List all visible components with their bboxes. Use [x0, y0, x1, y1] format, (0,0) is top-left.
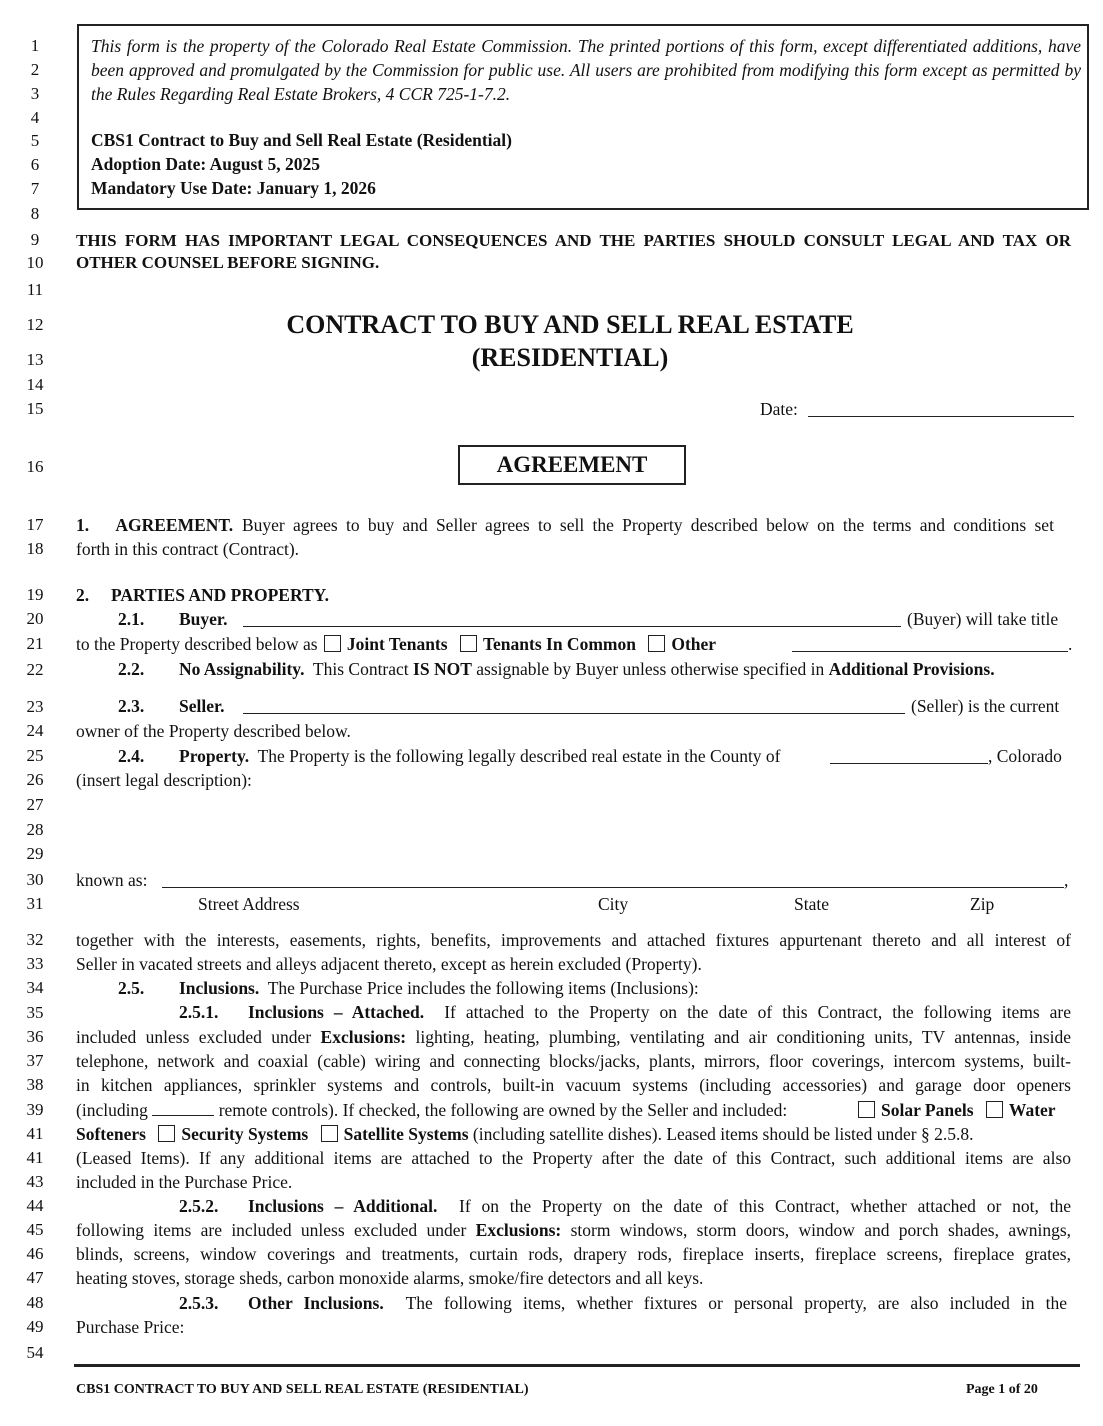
known-as-label: known as: — [76, 870, 148, 890]
s253-number: 2.5.3. — [179, 1293, 219, 1313]
s22-line — [179, 658, 995, 680]
footer-rule — [74, 1364, 1080, 1367]
s251-line-2 — [76, 1026, 1071, 1048]
line-number: 49 — [26, 1317, 44, 1336]
s25-text: The Purchase Price includes the following items (Inclusions): — [267, 978, 699, 998]
line-number: 10 — [26, 253, 44, 272]
tenants-in-common-checkbox[interactable] — [460, 635, 477, 652]
s251-heading: Inclusions – Attached. — [248, 1002, 425, 1022]
s22-is-not: IS NOT — [413, 659, 472, 679]
s21-line2-text: to the Property described below as — [76, 634, 318, 654]
buyer-name-field[interactable] — [243, 610, 901, 627]
s22-heading: No Assignability. — [179, 659, 305, 679]
line-number: 19 — [26, 585, 44, 604]
s252-l2a: following items are included unless excluded under — [76, 1220, 467, 1240]
line-number: 20 — [26, 609, 44, 628]
exclusions-label: Exclusions: — [475, 1220, 562, 1240]
period: . — [1068, 634, 1073, 654]
line-number: 9 — [30, 230, 40, 249]
line-number: 12 — [26, 315, 44, 334]
s251-line-6 — [76, 1123, 974, 1145]
s22-additional-provisions: Additional Provisions. — [828, 659, 995, 679]
together-line-1: together with the interests, easements, rights, benefits, improvements and attached fixtures appurtenant thereto and all interest of — [76, 930, 1071, 950]
satellite-systems-checkbox[interactable] — [321, 1125, 338, 1142]
line-number: 13 — [26, 350, 44, 369]
legal-warning-line-2: OTHER COUNSEL BEFORE SIGNING. — [76, 253, 380, 272]
footer-form-title: CBS1 CONTRACT TO BUY AND SELL REAL ESTATE (RESIDENTIAL) — [76, 1382, 529, 1397]
county-field[interactable] — [830, 747, 988, 764]
tenants-in-common-label: Tenants In Common — [482, 634, 636, 654]
line-number: 41 — [26, 1124, 44, 1143]
line-number: 43 — [26, 1172, 44, 1191]
s252-l2b: storm windows, storm doors, window and porch shades, awnings, — [570, 1220, 1072, 1240]
s25-heading: Inclusions. — [179, 978, 260, 998]
s252-l1: If on the Property on the date of this Contract, whether attached or not, the — [459, 1196, 1072, 1216]
line-number: 30 — [26, 870, 44, 889]
s21-number: 2.1. — [118, 609, 145, 629]
mandatory-use-date: Mandatory Use Date: January 1, 2026 — [91, 178, 376, 198]
solar-water-options — [856, 1099, 1056, 1121]
s251-l5a: (including — [76, 1100, 148, 1120]
line-number: 29 — [26, 844, 44, 863]
zip-label: Zip — [970, 894, 995, 914]
s24-text: The Property is the following legally described real estate in the County of — [257, 746, 781, 766]
page-subtitle: (RESIDENTIAL) — [471, 343, 669, 372]
s22-number: 2.2. — [118, 659, 145, 679]
line-number: 36 — [26, 1027, 44, 1046]
legal-warning-line-1: THIS FORM HAS IMPORTANT LEGAL CONSEQUENCES AND THE PARTIES SHOULD CONSULT LEGAL AND TAX OR — [76, 231, 1071, 250]
notice-line-2: been approved and promulgated by the Commission for public use. All users are prohibited from modifying this form except as permitted by — [91, 60, 1081, 80]
s252-number: 2.5.2. — [179, 1196, 219, 1216]
date-label: Date: — [760, 399, 798, 419]
agreement-heading: AGREEMENT — [458, 445, 686, 485]
line-number: 23 — [26, 697, 44, 716]
line-number: 11 — [26, 280, 44, 299]
line-number: 32 — [26, 930, 44, 949]
line-number: 7 — [30, 179, 40, 198]
satellite-systems-label: Satellite Systems — [343, 1124, 469, 1144]
section-1-line-2: forth in this contract (Contract). — [76, 539, 300, 559]
s251-l6b: (including satellite dishes). Leased items should be listed under § 2.5.8. — [472, 1124, 974, 1144]
water-softeners-checkbox[interactable] — [986, 1101, 1003, 1118]
line-number: 48 — [26, 1293, 44, 1312]
line-number: 18 — [26, 539, 44, 558]
s22-text-3: assignable by Buyer unless otherwise specified in — [476, 659, 825, 679]
s24-line-1 — [179, 745, 781, 767]
section-number: 2. — [76, 585, 90, 605]
section-number: 1. — [76, 515, 90, 535]
s23-line-2: owner of the Property described below. — [76, 721, 351, 741]
other-checkbox[interactable] — [648, 635, 665, 652]
s251-line-3: telephone, network and coaxial (cable) wiring and connecting blocks/jacks, plants, mirrors, floor coverings, intercom systems, built- — [76, 1051, 1071, 1071]
exclusions-label: Exclusions: — [320, 1027, 407, 1047]
s23-heading: Seller. — [179, 696, 225, 716]
s251-line-7: (Leased Items). If any additional items are attached to the Property after the date of this Contract, such additional items are also — [76, 1148, 1071, 1168]
line-number: 37 — [26, 1051, 44, 1070]
other-ownership-field[interactable] — [792, 635, 1068, 652]
s21-tail: (Buyer) will take title — [907, 609, 1059, 629]
solar-panels-label: Solar Panels — [881, 1100, 974, 1120]
s251-line-4: in kitchen appliances, sprinkler systems and controls, built-in vacuum systems (including accessories) and garage door openers — [76, 1075, 1071, 1095]
section-text: Buyer agrees to buy and Seller agrees to sell the Property described below on the terms and conditions set — [241, 515, 1054, 535]
security-systems-checkbox[interactable] — [158, 1125, 175, 1142]
s251-l2a: included unless excluded under — [76, 1027, 312, 1047]
s252-line-1 — [248, 1195, 1071, 1217]
other-label: Other — [671, 634, 717, 654]
line-number: 35 — [26, 1003, 44, 1022]
s23-number: 2.3. — [118, 696, 145, 716]
s25-line — [179, 977, 699, 999]
line-number: 24 — [26, 721, 44, 740]
line-number: 47 — [26, 1268, 44, 1287]
page-number: Page 1 of 20 — [966, 1382, 1038, 1397]
s253-line-2: Purchase Price: — [76, 1317, 185, 1337]
line-number: 25 — [26, 746, 44, 765]
state-label: State — [794, 894, 829, 914]
line-number: 8 — [30, 204, 40, 223]
colorado-label: , Colorado — [988, 746, 1062, 766]
line-number: 5 — [30, 131, 40, 150]
line-number: 39 — [26, 1100, 44, 1119]
line-number: 17 — [26, 515, 44, 534]
s251-l2b: lighting, heating, plumbing, ventilating and air conditioning units, TV antennas, inside — [415, 1027, 1072, 1047]
s22-text-1: This Contract — [312, 659, 409, 679]
line-number: 45 — [26, 1220, 44, 1239]
city-label: City — [598, 894, 629, 914]
s25-number: 2.5. — [118, 978, 145, 998]
form-id: CBS1 Contract to Buy and Sell Real Estate (Residential) — [91, 130, 512, 150]
line-number: 46 — [26, 1244, 44, 1263]
line-number: 27 — [26, 795, 44, 814]
section-2-heading — [76, 584, 329, 606]
line-number: 54 — [26, 1343, 44, 1362]
line-number: 16 — [26, 457, 44, 476]
line-number: 38 — [26, 1075, 44, 1094]
comma: , — [1064, 870, 1069, 890]
s251-line-1 — [248, 1001, 1071, 1023]
date-field[interactable] — [808, 400, 1074, 417]
line-number: 31 — [26, 894, 44, 913]
s251-number: 2.5.1. — [179, 1002, 219, 1022]
street-address-field[interactable] — [162, 871, 1064, 888]
s21-heading: Buyer. — [179, 609, 228, 629]
s253-heading: Other Inclusions. — [248, 1293, 384, 1313]
section-1-line-1 — [76, 514, 1054, 536]
s251-l5b: remote controls). If checked, the following are owned by the Seller and included: — [218, 1100, 788, 1120]
notice-line-1: This form is the property of the Colorado Real Estate Commission. The printed portions of this form, except differentiated additions, have — [91, 36, 1081, 56]
joint-tenants-checkbox[interactable] — [324, 635, 341, 652]
s252-line-3: blinds, screens, window coverings and treatments, curtain rods, drapery rods, fireplace inserts, fireplace screens, fireplace grates, — [76, 1244, 1071, 1264]
s24-heading: Property. — [179, 746, 250, 766]
adoption-date: Adoption Date: August 5, 2025 — [91, 154, 320, 174]
s252-line-4: heating stoves, storage sheds, carbon monoxide alarms, smoke/fire detectors and all keys. — [76, 1268, 704, 1288]
s24-line-2: (insert legal description): — [76, 770, 252, 790]
line-number: 41 — [26, 1148, 44, 1167]
line-number: 1 — [30, 36, 40, 55]
s251-line-8: included in the Purchase Price. — [76, 1172, 293, 1192]
page-title: CONTRACT TO BUY AND SELL REAL ESTATE — [286, 310, 854, 339]
s24-number: 2.4. — [118, 746, 145, 766]
line-number: 2 — [30, 60, 40, 79]
line-number: 33 — [26, 954, 44, 973]
line-number: 14 — [26, 375, 44, 394]
s253-l1: The following items, whether fixtures or personal property, are also included in the — [405, 1293, 1068, 1313]
legal-description-field[interactable] — [76, 794, 1070, 868]
section-heading: AGREEMENT. — [115, 515, 234, 535]
s252-heading: Inclusions – Additional. — [248, 1196, 438, 1216]
softeners-label: Softeners — [76, 1124, 146, 1144]
line-number: 21 — [26, 634, 44, 653]
line-number: 28 — [26, 820, 44, 839]
joint-tenants-label: Joint Tenants — [346, 634, 448, 654]
s252-line-2 — [76, 1219, 1071, 1241]
line-number: 15 — [26, 399, 44, 418]
line-number: 44 — [26, 1196, 44, 1215]
line-number: 6 — [30, 155, 40, 174]
notice-line-3: the Rules Regarding Real Estate Brokers, 4 CCR 725-1-7.2. — [91, 84, 511, 104]
s21-line-2 — [76, 633, 716, 655]
section-heading: PARTIES AND PROPERTY. — [111, 585, 330, 605]
s253-line-1 — [248, 1292, 1067, 1314]
line-number: 34 — [26, 978, 44, 997]
s23-tail: (Seller) is the current — [911, 696, 1060, 716]
solar-panels-checkbox[interactable] — [858, 1101, 875, 1118]
street-address-label: Street Address — [198, 894, 300, 914]
line-number: 22 — [26, 660, 44, 679]
together-line-2: Seller in vacated streets and alleys adjacent thereto, except as herein excluded (Property). — [76, 954, 702, 974]
s251-line-5 — [76, 1099, 787, 1121]
water-label: Water — [1008, 1100, 1056, 1120]
line-number: 26 — [26, 770, 44, 789]
seller-name-field[interactable] — [243, 697, 905, 714]
s251-l1: If attached to the Property on the date of this Contract, the following items are — [444, 1002, 1072, 1022]
line-number: 4 — [30, 108, 40, 127]
security-systems-label: Security Systems — [181, 1124, 309, 1144]
line-number: 3 — [30, 84, 40, 103]
remote-controls-count-field[interactable] — [152, 1099, 214, 1116]
